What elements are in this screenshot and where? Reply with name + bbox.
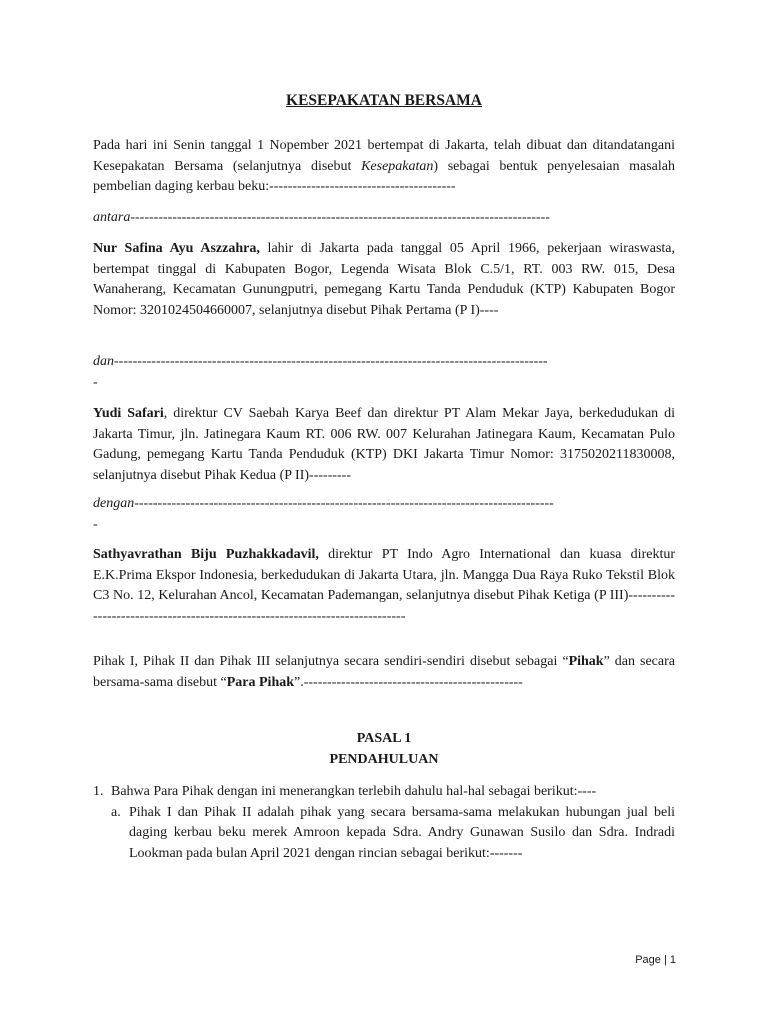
separator-dashes: --------------------------------------------------------------------------------------------- xyxy=(114,354,548,369)
party-3-text: direktur PT Indo Agro International dan kuasa direktur E.K.Prima Ekspor Indonesia, berkedudukan di Jakarta Utara, jln. Mangga Dua Raya Ruko Tekstil Blok C3 No. 12, Kelurahan Ancol, Kecamatan Pademangan, selanjutnya disebut Pihak Ketiga (P III)----------------------------------------------------------------------------- xyxy=(93,547,675,624)
separator-dashes: ------------------------------------------------------------------------------------------ xyxy=(134,496,554,511)
sub-list-item xyxy=(93,803,675,865)
page-number: 1 xyxy=(669,954,676,966)
intro-paragraph xyxy=(93,136,675,198)
party-1-paragraph xyxy=(93,239,675,321)
pihak-text: Pihak I, Pihak II dan Pihak III selanjutnya secara sendiri-sendiri disebut sebagai “ xyxy=(93,654,569,669)
page-separator: | xyxy=(663,954,667,966)
pihak-term: Pihak xyxy=(568,654,604,669)
party-3-paragraph xyxy=(93,545,675,627)
separator-tail: - xyxy=(93,374,98,390)
page-footer xyxy=(635,950,676,971)
sub-list-item-text: Pihak I dan Pihak II adalah pihak yang secara bersama-sama melakukan hubungan jual beli daging kerbau beku merek Amroon kepada Sdra. Andry Gunawan Susilo dan Sdra. Indradi Lookman pada bulan April 2021 dengan rincian sebagai berikut:------- xyxy=(129,804,675,861)
separator-antara xyxy=(93,208,675,229)
party-1-name: Nur Safina Ayu Aszzahra, xyxy=(93,241,260,256)
party-3-name: Sathyavrathan Biju Puzhakkadavil, xyxy=(93,547,319,562)
intro-text-end: ) sebagai bentuk penyelesaian masalah pembelian daging kerbau beku:---------------------------------------- xyxy=(93,158,675,194)
party-2-text: , direktur CV Saebah Karya Beef dan direktur PT Alam Mekar Jaya, berkedudukan di Jakarta Timur, jln. Jatinegara Kaum RT. 006 RW. 007 Kelurahan Jatinegara Kaum, Kecamatan Pulo Gadung, pemegang Kartu Tanda Penduduk (KTP) DKI Jakarta Timur Nomor: 3175020211830008, selanjutnya disebut Pihak Kedua (P II)--------- xyxy=(93,406,676,483)
list-item xyxy=(93,782,675,803)
intro-term: Kesepakatan xyxy=(361,158,434,174)
separator-dan xyxy=(93,352,675,393)
pasal-number: PASAL 1 xyxy=(356,731,412,746)
list-item-text: Bahwa Para Pihak dengan ini menerangkan terlebih dahulu hal-hal sebagai berikut:---- xyxy=(111,784,597,799)
numbered-list xyxy=(93,782,675,864)
list-item-number: 1. xyxy=(93,784,104,799)
sub-list-item-letter: a. xyxy=(111,804,121,820)
pasal-heading: PENDAHULUAN xyxy=(329,752,439,767)
party-2-name: Yudi Safari xyxy=(93,406,164,421)
party-2-paragraph xyxy=(93,404,675,486)
separator-dashes: ------------------------------------------------------------------------------------------ xyxy=(130,210,550,225)
separator-word: dengan xyxy=(93,496,135,511)
separator-dengan xyxy=(93,494,675,535)
separator-tail: - xyxy=(93,516,98,532)
page-label: Page xyxy=(635,954,661,966)
intro-text: Pada hari ini Senin tanggal 1 Nopember 2021 bertempat di Jakarta, telah dibuat dan ditandatangani Kesepakatan Bersama (selanjutnya disebut xyxy=(93,138,675,174)
pihak-text-mid: ” dan secara bersama-sama disebut “ xyxy=(93,654,675,690)
pihak-text-end: ”.----------------------------------------------- xyxy=(294,674,523,690)
pihak-paragraph xyxy=(93,652,675,693)
party-1-text: lahir di Jakarta pada tanggal 05 April 1966, pekerjaan wiraswasta, bertempat tinggal di Kabupaten Bogor, Legenda Wisata Blok C.5/1, RT. 003 RW. 015, Desa Wanaherang, Kecamatan Gunungputri, pemegang Kartu Tanda Penduduk (KTP) Kabupaten Bogor Nomor: 3201024504660007, selanjutnya disebut Pihak Pertama (P I)---- xyxy=(93,241,675,318)
document-title: KESEPAKATAN BERSAMA xyxy=(286,92,482,109)
separator-word: dan xyxy=(93,354,114,369)
separator-word: antara xyxy=(93,210,131,225)
para-pihak-term: Para Pihak xyxy=(226,674,295,690)
